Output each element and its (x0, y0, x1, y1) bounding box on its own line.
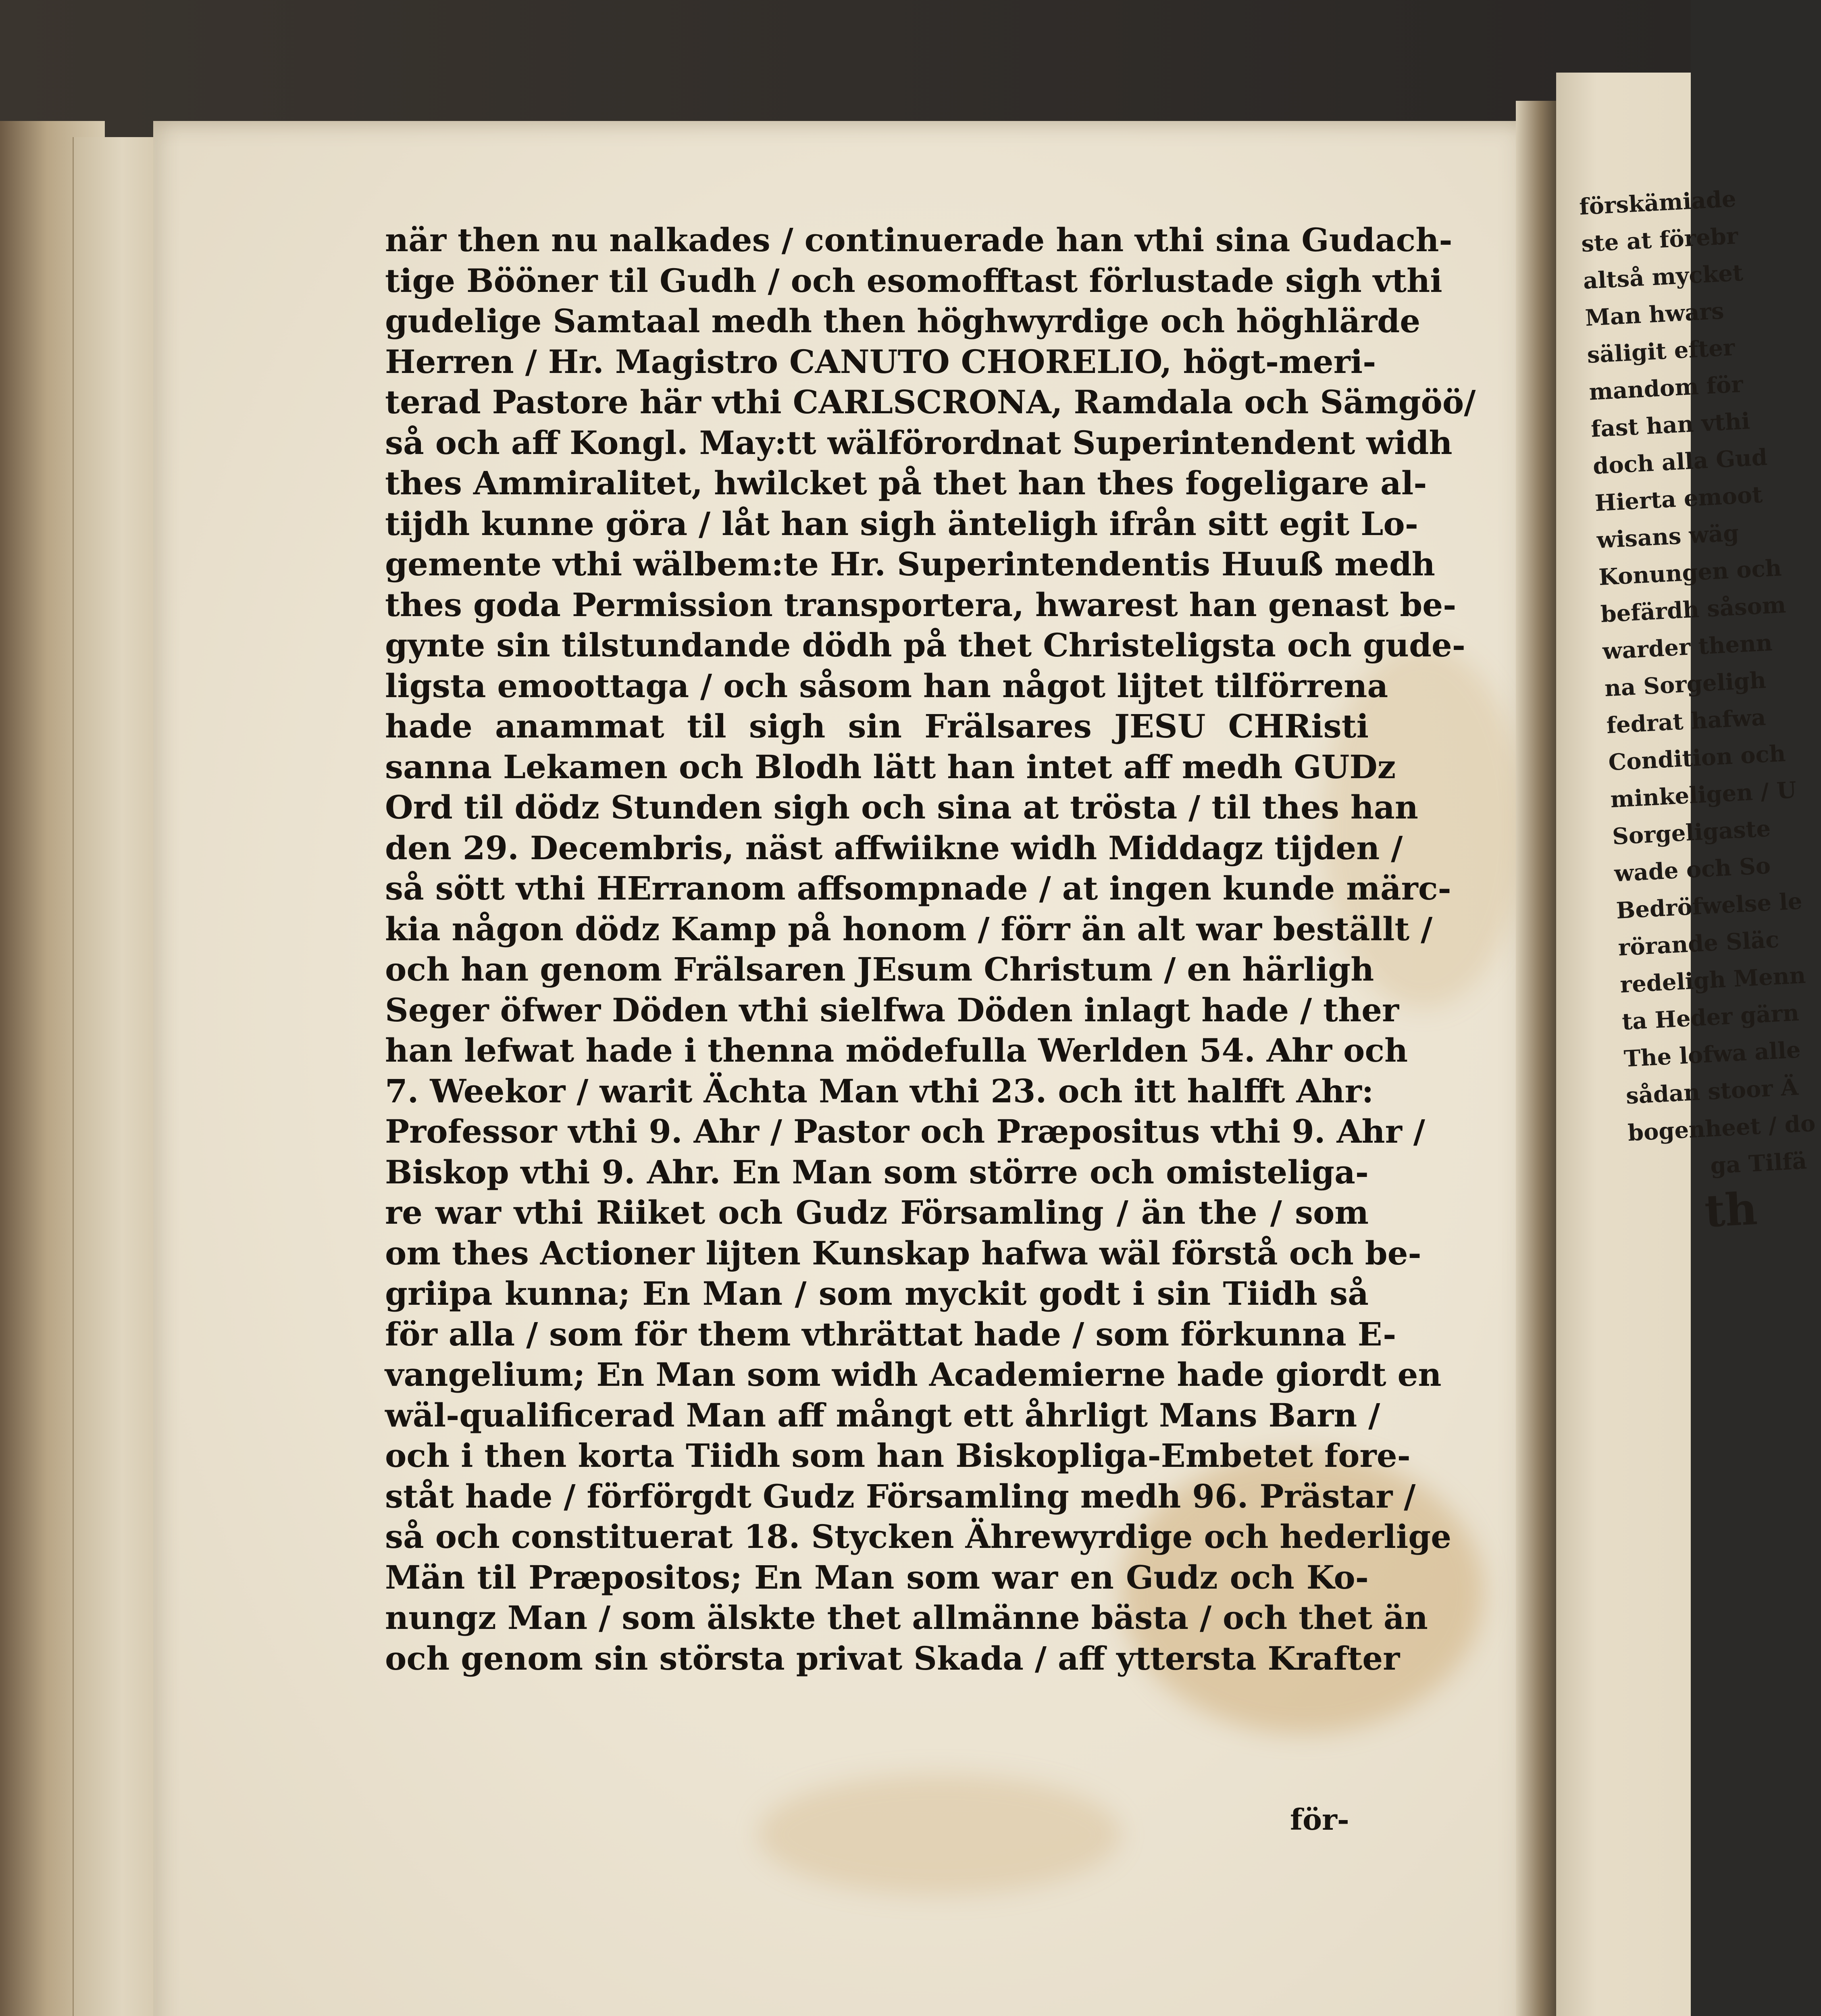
text-line: den 29. Decembris, näst affwiikne widh Middagz tijden / (385, 829, 1403, 867)
text-line: Män til Præpositos; En Man som war en Gudz och Ko- (385, 1558, 1369, 1596)
facing-page-fragments (1556, 66, 1816, 1237)
text-line: gynte sin tilstundande dödh på thet Christeligsta och gude- (385, 626, 1465, 664)
text-line: griipa kunna; En Man / som myckit godt i sin Tiidh så (385, 1275, 1369, 1312)
text-line: för alla / som för them vthrättat hade / som förkunna E- (385, 1315, 1396, 1353)
text-line: han lefwat hade i thenna mödefulla Werlden 54. Ahr och (385, 1031, 1408, 1069)
text-line: Biskop vthi 9. Ahr. En Man som större och omisteliga- (385, 1153, 1369, 1191)
text-line: ligsta emoottaga / och såsom han något lijtet tilförrena (385, 666, 1388, 705)
fragment-line: Condition och (1608, 740, 1786, 776)
text-line: tige Bööner til Gudh / och esomofftast förlustade sigh vthi (385, 261, 1442, 300)
text-line: och genom sin största privat Skada / aff yttersta Krafter (385, 1639, 1400, 1677)
text-line: vangelium; En Man som widh Academierne hade giordt en (385, 1356, 1442, 1393)
fragment-line: minkeligen / U (1609, 777, 1797, 813)
fragment-line: sådan stoor Ä (1625, 1074, 1799, 1110)
fragment-line: wisans wäg (1596, 519, 1740, 554)
fragment-line: Man hwars (1584, 298, 1725, 332)
fragment-line: fedrat hafwa (1606, 704, 1767, 739)
fragment-line: th (1703, 1182, 1759, 1237)
fragment-line: befärdh såsom (1600, 591, 1787, 628)
text-line: Ord til dödz Stunden sigh och sina at trösta / til thes han (385, 788, 1418, 826)
fragment-line: ta Heder gärn (1621, 999, 1800, 1035)
text-line: så och constituerat 18. Stycken Ährewyrdige och hederlige (385, 1518, 1452, 1556)
text-line: Professor vthi 9. Ahr / Pastor och Præpositus vthi 9. Ahr / (385, 1112, 1425, 1150)
text-line: Herren / Hr. Magistro CANUTO CHORELIO, högt-meri- (385, 342, 1376, 381)
fragment-line: Bedröfwelse le (1615, 887, 1803, 925)
fragment-line: Konungen och (1598, 554, 1782, 591)
fragment-line: altså mycket (1582, 259, 1744, 295)
fragment-line: The lofwa alle (1623, 1036, 1802, 1073)
fragment-line: ga Tilfä (1709, 1148, 1808, 1179)
fragment-line: rörande Släc (1617, 926, 1780, 961)
fragment-line: warder thenn (1602, 629, 1773, 665)
fragment-line: Hierta emoot (1594, 481, 1763, 517)
text-line: tijdh kunne göra / låt han sigh änteligh ifrån sitt egit Lo- (385, 504, 1418, 543)
text-line: så sött vthi HErranom affsompnade / at ingen kunde märc- (385, 869, 1451, 907)
text-line: om thes Actioner lijten Kunskap hafwa wäl förstå och be- (385, 1234, 1421, 1272)
text-line: nungz Man / som älskte thet allmänne bästa / och thet än (385, 1599, 1428, 1637)
fragment-line: fast han vthi (1590, 408, 1751, 443)
text-line: ståt hade / förförgdt Gudz Församling medh 96. Prästar / (385, 1477, 1416, 1515)
fragment-line: doch alla Gud (1592, 444, 1768, 480)
facing-page (1556, 73, 1816, 2016)
fragment-line: redeligh Menn (1619, 962, 1806, 998)
text-line: hade anammat til sigh sin Frälsares JESU CHRisti (385, 707, 1369, 745)
fragment-line: Sorgeligaste (1611, 815, 1771, 850)
text-line: och i then korta Tiidh som han Biskopliga-Embetet fore- (385, 1437, 1411, 1475)
fragment-line: ste at förebr (1580, 222, 1739, 258)
text-line: re war vthi Riiket och Gudz Församling / än the / som (385, 1193, 1369, 1231)
fragment-line: bogenheet / do (1627, 1110, 1816, 1147)
fragment-line: mandom för (1588, 371, 1744, 406)
text-line: thes Ammiralitet, hwilcket på thet han thes fogeligare al- (385, 464, 1427, 502)
fragment-line: säligit efter (1586, 334, 1736, 369)
text-line: gudelige Samtaal medh then höghwyrdige och höghlärde (385, 302, 1421, 340)
text-line: när then nu nalkades / continuerade han vthi sina Gudach- (385, 221, 1453, 259)
text-line: terad Pastore här vthi CARLSCRONA, Ramdala och Sämgöö/ (385, 383, 1476, 421)
fragment-line: wade och So (1613, 852, 1771, 887)
fragment-line: förskämiade (1578, 185, 1737, 221)
text-line: gemente vthi wälbem:te Hr. Superintendentis Huuß medh (385, 545, 1435, 583)
text-line: så och aff Kongl. May:tt wälförordnat Superintendent widh (385, 423, 1453, 462)
fragment-line: na Sorgeligh (1604, 666, 1767, 702)
body-text (385, 220, 1476, 1679)
page-stack-edge (73, 137, 154, 2016)
text-line: 7. Weekor / warit Ächta Man vthi 23. och itt halfft Ahr: (385, 1072, 1374, 1110)
text-line: Seger öfwer Döden vthi sielfwa Döden inlagt hade / ther (385, 991, 1399, 1029)
text-line: och han genom Frälsaren JEsum Christum / en härligh (385, 950, 1374, 988)
text-line: sanna Lekamen och Blodh lätt han intet aff medh GUDz (385, 748, 1396, 786)
water-stain (758, 1774, 1121, 1895)
text-line: thes goda Permission transportera, hwarest han genast be- (385, 585, 1457, 624)
text-line: wäl-qualificerad Man aff mångt ett åhrligt Mans Barn / (385, 1396, 1380, 1434)
catchword: för- (1290, 1802, 1349, 1837)
text-line: kia någon dödz Kamp på honom / förr än alt war beställt / (385, 910, 1433, 948)
